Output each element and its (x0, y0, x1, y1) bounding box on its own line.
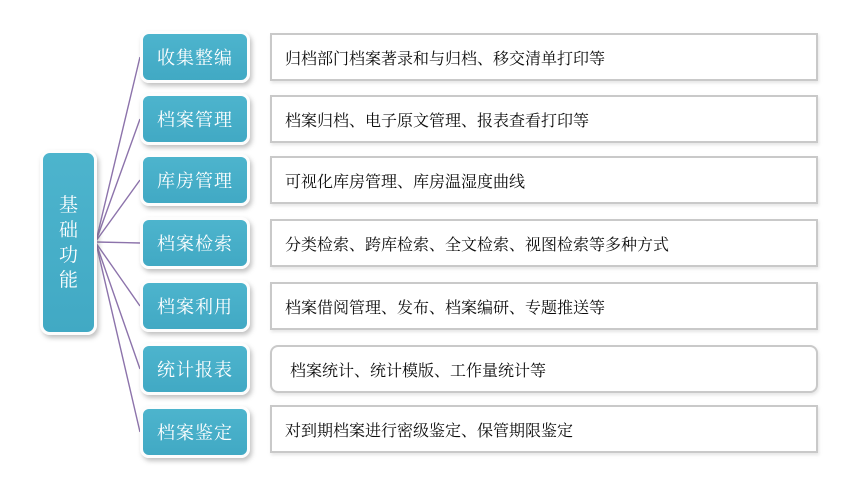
connector-line (96, 242, 140, 243)
category-label: 档案管理 (157, 110, 233, 130)
description-text: 档案借阅管理、发布、档案编研、专题推送等 (285, 299, 606, 317)
category-node (140, 93, 250, 145)
category-label: 库房管理 (157, 171, 233, 191)
description-text: 可视化库房管理、库房温湿度曲线 (285, 173, 526, 191)
description-box (270, 345, 818, 393)
category-node (140, 343, 250, 395)
category-node (140, 154, 250, 206)
category-label: 档案利用 (157, 297, 233, 317)
category-node (140, 406, 250, 458)
category-label: 档案鉴定 (157, 423, 233, 443)
description-box (270, 95, 818, 143)
connector-line (96, 243, 140, 432)
category-label: 统计报表 (157, 360, 233, 380)
category-node (140, 31, 250, 83)
category-label: 收集整编 (157, 48, 233, 68)
description-box (270, 405, 818, 453)
description-text: 档案统计、统计模版、工作量统计等 (290, 362, 547, 380)
root-node (40, 150, 97, 335)
connector-line (96, 180, 140, 241)
description-box (270, 33, 818, 81)
connector-line (96, 243, 140, 369)
root-node-label: 基础功能 (58, 194, 78, 291)
description-text: 档案归档、电子原文管理、报表查看打印等 (285, 112, 590, 130)
description-text: 对到期档案进行密级鉴定、保管期限鉴定 (285, 422, 574, 440)
description-text: 分类检索、跨库检索、全文检索、视图检索等多种方式 (285, 236, 670, 254)
description-box (270, 219, 818, 267)
connector-line (96, 57, 140, 241)
connector-line (96, 243, 140, 306)
category-node (140, 217, 250, 269)
connector-line (96, 119, 140, 241)
category-label: 档案检索 (157, 234, 233, 254)
category-node (140, 280, 250, 332)
description-box (270, 156, 818, 204)
description-box (270, 282, 818, 330)
description-text: 归档部门档案著录和与归档、移交清单打印等 (285, 50, 606, 68)
